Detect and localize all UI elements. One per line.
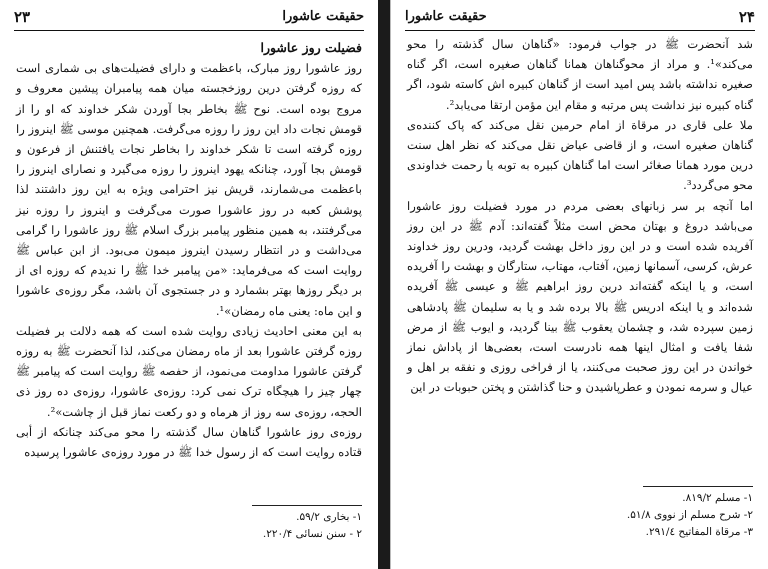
right-footnote-rule: [643, 486, 753, 487]
left-page-number: ۲۳: [14, 8, 31, 26]
left-footnote-1: ۱- بخاری ۵۹/۲.: [296, 511, 362, 523]
right-footnotes: [407, 490, 753, 541]
right-footnote-3: ۳- مرقاة المفاتيح ۲۹۱/٤.: [645, 526, 753, 538]
right-footnote-2: ۲- شرح مسلم از نووی ۵۱/۸.: [626, 509, 753, 521]
left-paragraph-1: روز عاشورا روز مبارک، باعظمت و دارای فضيلت‌های بی شماری است که روزه گرفتن درين روزخجسته ميان همه پيامبران پيشين معروف و مروج بوده است. نوح ﷺ بخاطر بجا آوردن شکر خداوند که او را از قومش نجات داد اين روز را روزه می‌گرفت. همچنين موسی ﷺ اينروز را روزه گرفته است تا شکر خداوند را بخاطر نجات يافتنش از فرعون و قومش بجا آورد، چنانکه يهود اينروز را روزه می‌گيرد و نصارای اينروز را باعظمت می‌شمارند، قريش نيز احترامی ويژه به اين روز داشتند لذا پوشش کعبه در روز عاشورا صورت می‌گرفت و اينروز را روزه نيز می‌گرفتند، به همين منظور پيامبر بزرگ اسلام ﷺ روز عاشورا را گرامی می‌داشت و در انتظار رسيدن اينروز ميمون می‌بود. از ابن عباس ﷺ روايت است که می‌فرمايد: «من پيامبر خدا ﷺ را نديدم که روزه ای از بر ديگر روزها بهتر بشمارد و در جستجوی آن باشد، مگر روزه‌ی عاشورا و اين ماه: يعنی ماه رمضان»¹.: [16, 61, 362, 318]
right-body-text: [407, 34, 753, 398]
left-footnote-2: ۲ - سنن نسائی ۲۲۰/۴.: [262, 528, 362, 540]
right-page: [390, 0, 768, 569]
book-spine-gap: [378, 0, 390, 569]
right-paragraph-3: اما آنچه بر سر زبانهای بعضی مردم در مورد فضيلت روز عاشورا می‌باشد دروغ و بهتان محض است مثلاً گفته‌اند: آدم ﷺ در اين روز آفريده شده است و در اين روز داخل بهشت گرديد، ودرين روز خداوند عرش، کرسی، آسمانها زمين، آفتاب، مهتاب، ستارگان و بهشت را آفريده است، و يا اينکه گفته‌اند درين روز ابراهيم ﷺ و عيسی ﷺ آفريده شده‌اند و يا اينکه ادريس ﷺ بالا برده شد و يا به سليمان ﷺ پادشاهی زمين سپرده شد، و چشمان يعقوب ﷺ بينا گرديد، و ايوب ﷺ از مرض شفا يافت و امثال اينها همه نادرست است، بعضی‌ها از پاداش نماز خواندن در اين روز صحبت می‌کنند، يا از فراخی روزی و نفقه بر اهل و عيال و سرمه نمودن و عطرپاشيدن و حنا گذاشتن و پختن حبوبات در اين: [407, 198, 753, 395]
right-paragraph-1: شد آنحضرت ﷺ در جواب فرمود: «گناهان سال گذشته را محو می‌کند»¹. و مراد از محوگناهان همانا گناهان صغيره است، اگر گناه صغيره نداشته باشد پس اميد است از گناهان کبيره اش کاسته شود، اگر گناه کبيره نيز نداشت پس مرتبه و مقام اين مؤمن ارتقا می‌يابد².: [407, 37, 753, 112]
left-footnotes: [16, 509, 362, 543]
right-running-header: [405, 8, 755, 31]
left-footnote-rule: [252, 505, 362, 506]
left-running-title: حقيقت عاشورا: [282, 9, 364, 24]
right-footnote-1: ۱- مسلم ۸۱۹/۲.: [682, 492, 753, 504]
section-heading: فضيلت روز عاشورا: [260, 40, 362, 55]
left-body-text: [16, 38, 362, 462]
left-paragraph-2: به اين معنی احاديث زيادی روايت شده است که همه دلالت بر فضيلت روزه گرفتن عاشورا بعد از ماه رمضان می‌کند، لذا آنحضرت ﷺ به روزه گرفتن عاشورا مداومت می‌نمود، از حفصه ﷺ روايت است که پيامبر ﷺ چهار چيز را هيچگاه ترک نمی کرد: روزه‌ی عاشورا، روزه‌ی ده روز ذی الحجه، روزه‌ی سه روز از هرماه و دو رکعت نماز قبل از چاشت»².: [16, 323, 362, 419]
left-paragraph-3: روزه‌ی روز عاشورا گناهان سال گذشته را محو می‌کند چنانکه از أبی قتاده روايت است که از رسول خدا ﷺ در مورد روزه‌ی عاشورا پرسيده: [16, 424, 362, 460]
right-page-number: ۲۴: [738, 8, 755, 26]
right-running-title: حقيقت عاشورا: [405, 9, 487, 24]
left-page: [0, 0, 379, 569]
left-running-header: [14, 8, 364, 31]
right-paragraph-2: ملا علی قاری در مرقاة از امام حرمين نقل می‌کند که پاک کننده‌ی گناهان صغيره است، و از قاضی عياض نقل می‌کند که نظر اهل سنت درين مورد همانا صغائر است اما گناهان کبيره به توبه يا رحمت خداوندی محو می‌گردد³.: [407, 117, 753, 193]
